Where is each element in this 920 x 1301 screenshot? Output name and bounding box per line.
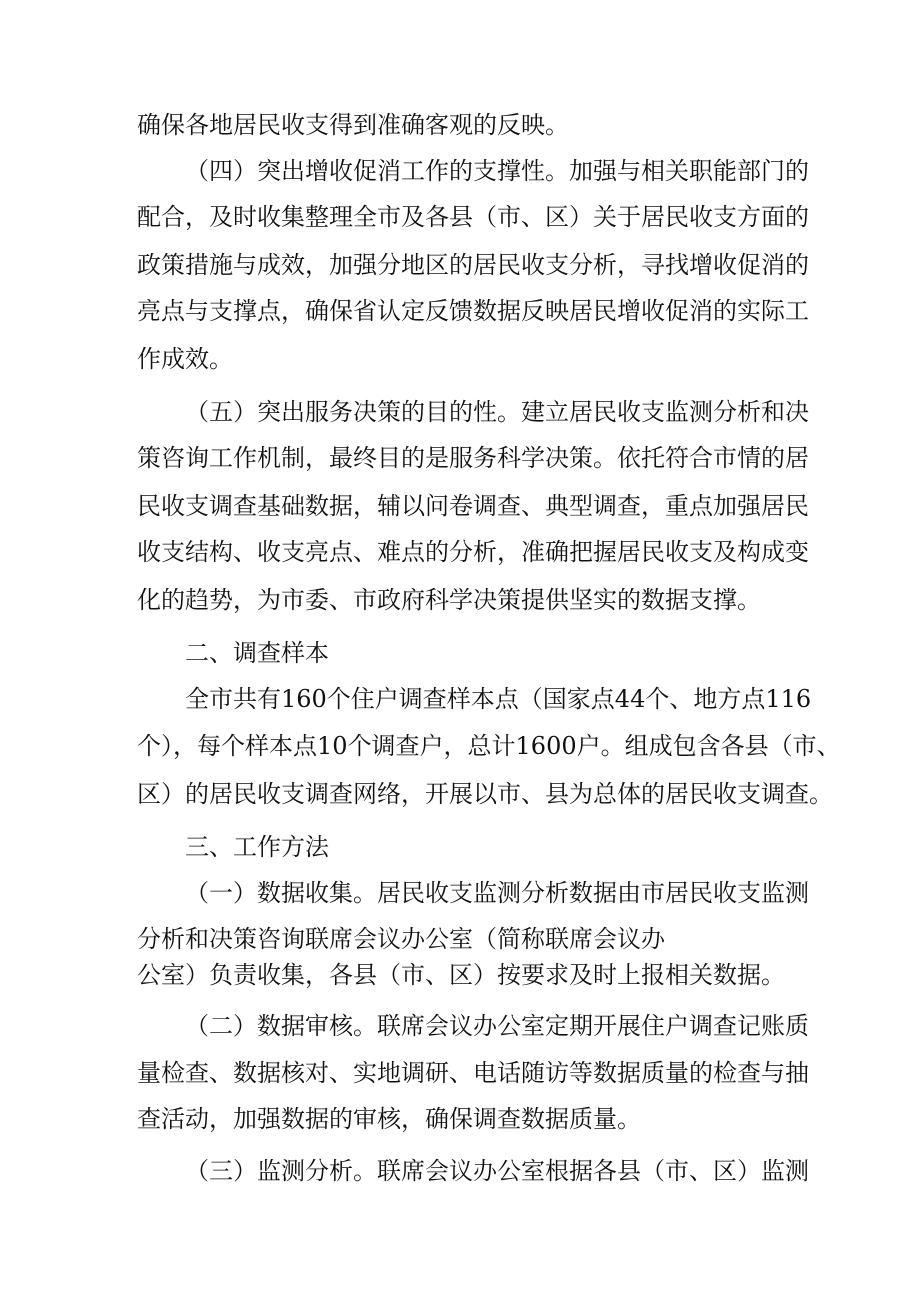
text-line: 全市共有160个住户调查样本点（国家点44个、地方点116 xyxy=(185,685,812,713)
text-line: 量检查、数据核对、实地调研、电话随访等数据质量的检查与抽 xyxy=(137,1059,809,1087)
paragraph-er-heading: （二）数据审核。联席会议办公室定期开展住户调查记账质 xyxy=(185,1012,809,1040)
section-heading-work-method: 三、工作方法 xyxy=(185,833,329,861)
section-heading-survey-sample: 二、调查样本 xyxy=(185,639,329,667)
text-line: 分析和决策咨询联席会议办公室（简称联席会议办 xyxy=(137,925,665,953)
text-line: 化的趋势，为市委、市政府科学决策提供坚实的数据支撑。 xyxy=(137,586,761,614)
paragraph-si-heading: （四）突出增收促消工作的支撑性。加强与相关职能部门的 xyxy=(185,157,809,185)
text-line: 民收支调查基础数据，辅以问卷调查、典型调查，重点加强居民 xyxy=(137,492,809,520)
text-line: 政策措施与成效，加强分地区的居民收支分析，寻找增收促消的 xyxy=(137,251,809,279)
text-line: 区）的居民收支调查网络，开展以市、县为总体的居民收支调查。 xyxy=(137,780,833,808)
text-line: 亮点与支撑点，确保省认定反馈数据反映居民增收促消的实际工 xyxy=(137,297,809,325)
text-line: 配合，及时收集整理全市及各县（市、区）关于居民收支方面的 xyxy=(137,203,809,231)
paragraph-san-heading: （三）监测分析。联席会议办公室根据各县（市、区）监测 xyxy=(185,1157,809,1185)
text-line: 确保各地居民收支得到准确客观的反映。 xyxy=(137,111,569,139)
text-line: 个），每个样本点10个调查户，总计1600户。组成包含各县（市、 xyxy=(137,732,841,760)
text-line: 收支结构、收支亮点、难点的分析，准确把握居民收支及构成变 xyxy=(137,538,809,566)
paragraph-wu-heading: （五）突出服务决策的目的性。建立居民收支监测分析和决 xyxy=(185,398,809,426)
paragraph-yi-heading: （一）数据收集。居民收支监测分析数据由市居民收支监测 xyxy=(185,879,809,907)
text-line: 作成效。 xyxy=(137,345,233,373)
text-line: 策咨询工作机制，最终目的是服务科学决策。依托符合市情的居 xyxy=(137,444,809,472)
text-line: 查活动，加强数据的审核，确保调查数据质量。 xyxy=(137,1105,641,1133)
text-line: 公室）负责收集，各县（市、区）按要求及时上报相关数据。 xyxy=(137,961,785,989)
